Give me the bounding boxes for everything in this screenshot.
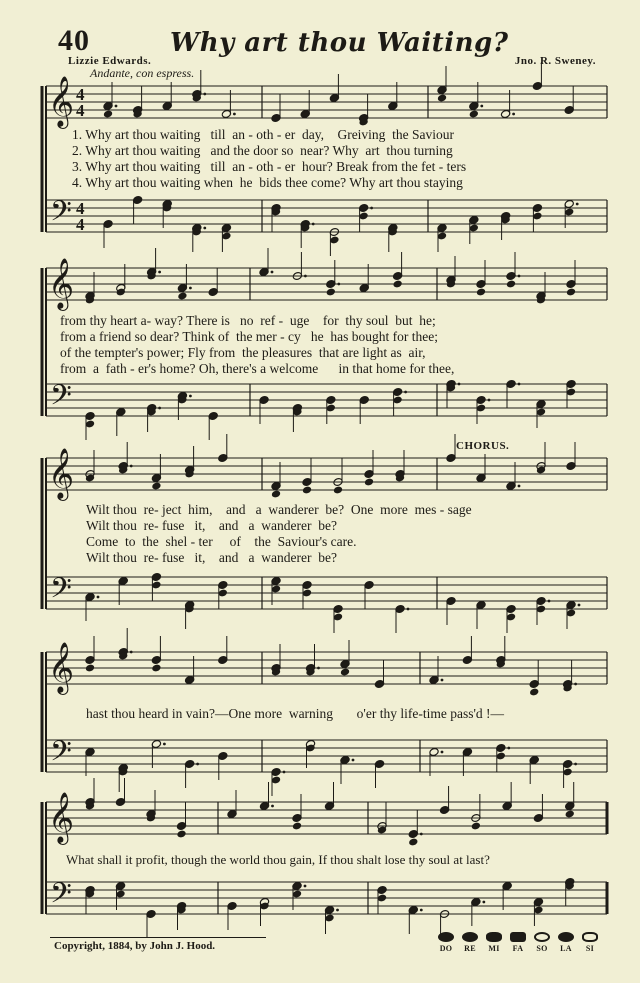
treble-clef: 𝄞 (48, 76, 75, 127)
treble-dot (304, 275, 307, 278)
treble-note (85, 664, 95, 673)
treble-note (177, 292, 187, 301)
solfege-item (436, 932, 456, 953)
bass-dot (370, 207, 373, 210)
bass-dot (352, 759, 355, 762)
bass-dot (97, 596, 100, 599)
treble-dot (574, 683, 577, 686)
system2-verse-line: from a fath - er's home? Oh, there's a welcome in that home for thee, (60, 361, 455, 376)
solfege-syllable: LA (560, 944, 572, 953)
bass-dot (518, 383, 521, 386)
system3-verse-line: Wilt thou re- ject him, and a wanderer be? One more mes - sage (86, 502, 472, 517)
treble-dot (130, 465, 133, 468)
bass-dot (420, 909, 423, 912)
system3-verse-line: Wilt thou re- fuse it, and a wanderer be? (86, 518, 337, 533)
bass-dot (507, 747, 510, 750)
treble-note (271, 490, 281, 499)
song-title: Why art thou Waiting? (170, 28, 509, 58)
bass-dot (304, 885, 307, 888)
solfege-syllable: FA (512, 944, 524, 953)
bass-dot (312, 223, 315, 226)
treble-dot (158, 271, 161, 274)
treble-note (469, 110, 479, 119)
treble-clef: 𝄞 (48, 258, 75, 309)
bass-clef: 𝄢 (50, 877, 72, 917)
footer-rule (50, 937, 266, 938)
solfege-shape-icon (510, 932, 526, 942)
solfege-item (484, 932, 504, 953)
treble-dot (420, 833, 423, 836)
time-signature: 4 (76, 85, 85, 104)
treble-note (529, 688, 539, 697)
treble-dot (480, 105, 483, 108)
treble-note (437, 94, 447, 103)
time-signature: 4 (76, 101, 85, 120)
bass-dot (336, 909, 339, 912)
bass-dot (578, 604, 581, 607)
treble-note (340, 668, 350, 677)
system1-verse-line: 2. Why art thou waiting and the door so near? Why art thou turning (72, 143, 453, 158)
treble-note (471, 822, 481, 831)
system2-verse-line: from thy heart a- way? There is no ref - uge for thy soul but he; (60, 313, 436, 328)
bass-dot (189, 395, 192, 398)
bass-clef: 𝄢 (50, 195, 72, 235)
treble-note (292, 822, 302, 831)
treble-clef: 𝄞 (48, 448, 75, 499)
solfege-shape-icon (462, 932, 478, 942)
system1-verse-line: 4. Why art thou waiting when he bids thee come? Why art thou staying (72, 175, 463, 190)
treble-dot (337, 283, 340, 286)
treble-note (408, 838, 418, 847)
bass-dot (482, 901, 485, 904)
treble-dot (512, 113, 515, 116)
chorus-label: CHORUS. (456, 440, 510, 452)
bass-clef: 𝄢 (50, 379, 72, 419)
system2-verse-line: of the tempter's power; Fly from the pleasures that are light as air, (60, 345, 426, 360)
treble-dot (130, 651, 133, 654)
solfege-shape-icon (486, 932, 502, 942)
solfege-item (556, 932, 576, 953)
treble-dot (203, 93, 206, 96)
system2-verse-line: from a friend so dear? Think of the mer - cy he has bought for thee; (60, 329, 438, 344)
system3-verse-line: Come to the shel - ter of the Saviour's care. (86, 534, 357, 549)
system1-verse-line: 3. Why art thou waiting till an - oth - er hour? Break from the fet - ters (72, 159, 467, 174)
treble-dot (189, 287, 192, 290)
solfege-item (460, 932, 480, 953)
bass-clef: 𝄢 (50, 735, 72, 775)
treble-note (506, 280, 516, 289)
treble-dot (441, 679, 444, 682)
treble-note (333, 486, 343, 495)
bass-dot (407, 608, 410, 611)
treble-dot (518, 275, 521, 278)
bass-dot (441, 751, 444, 754)
treble-note (103, 110, 113, 119)
treble-dot (317, 667, 320, 670)
treble-note (566, 288, 576, 297)
bass-clef: 𝄢 (50, 572, 72, 612)
bass-dot (404, 391, 407, 394)
system5-verse-line: What shall it profit, though the world thou gain, If thou shalt lose thy soul at last? (66, 852, 490, 867)
solfege-syllable: MI (488, 944, 500, 953)
solfege-syllable: SO (536, 944, 548, 953)
solfege-item (580, 932, 600, 953)
tempo-marking: Andante, con espress. (90, 66, 195, 80)
solfege-shape-icon (438, 932, 454, 942)
treble-note (151, 664, 161, 673)
treble-note (565, 810, 575, 819)
solfege-shape-icon (582, 932, 598, 942)
bass-dot (283, 771, 286, 774)
bass-dot (488, 399, 491, 402)
solfege-syllable: DO (439, 944, 453, 953)
time-signature: 4 (76, 199, 85, 218)
treble-dot (271, 805, 274, 808)
bass-dot (576, 203, 579, 206)
treble-dot (115, 105, 118, 108)
copyright-notice: Copyright, 1884, by John J. Hood. (54, 940, 216, 952)
treble-clef: 𝄞 (48, 642, 75, 693)
bass-dot (574, 763, 577, 766)
treble-dot (233, 113, 236, 116)
treble-clef: 𝄞 (48, 792, 75, 843)
solfege-syllable: RE (464, 944, 476, 953)
bass-dot (158, 407, 161, 410)
bass-dot (163, 743, 166, 746)
system4-verse-line: hast thou heard in vain?—One more warning o'er thy life-time pass'd !— (86, 706, 505, 721)
composer-credit: Jno. R. Sweney. (514, 55, 596, 67)
solfege-shape-icon (558, 932, 574, 942)
time-signature: 4 (76, 215, 85, 234)
solfege-legend (436, 932, 606, 972)
solfege-syllable: SI (585, 944, 595, 953)
system1-verse-line: 1. Why art thou waiting till an - oth - er day, Greiving the Saviour (72, 127, 455, 142)
system3-verse-line: Wilt thou re- fuse it, and a wanderer be? (86, 550, 337, 565)
bass-dot (458, 383, 461, 386)
treble-note (364, 478, 374, 487)
treble-note (176, 830, 186, 839)
solfege-item (532, 932, 552, 953)
bass-dot (203, 227, 206, 230)
solfege-shape-icon (534, 932, 550, 942)
lyricist-credit: Lizzie Edwards. (68, 55, 152, 67)
treble-note (302, 486, 312, 495)
page-number: 40 (58, 24, 90, 57)
solfege-item (508, 932, 528, 953)
treble-dot (271, 271, 274, 274)
treble-note (151, 482, 161, 491)
treble-note (392, 280, 402, 289)
treble-dot (518, 485, 521, 488)
bass-dot (196, 763, 199, 766)
bass-dot (548, 600, 551, 603)
treble-note (326, 288, 336, 297)
treble-note (476, 288, 486, 297)
